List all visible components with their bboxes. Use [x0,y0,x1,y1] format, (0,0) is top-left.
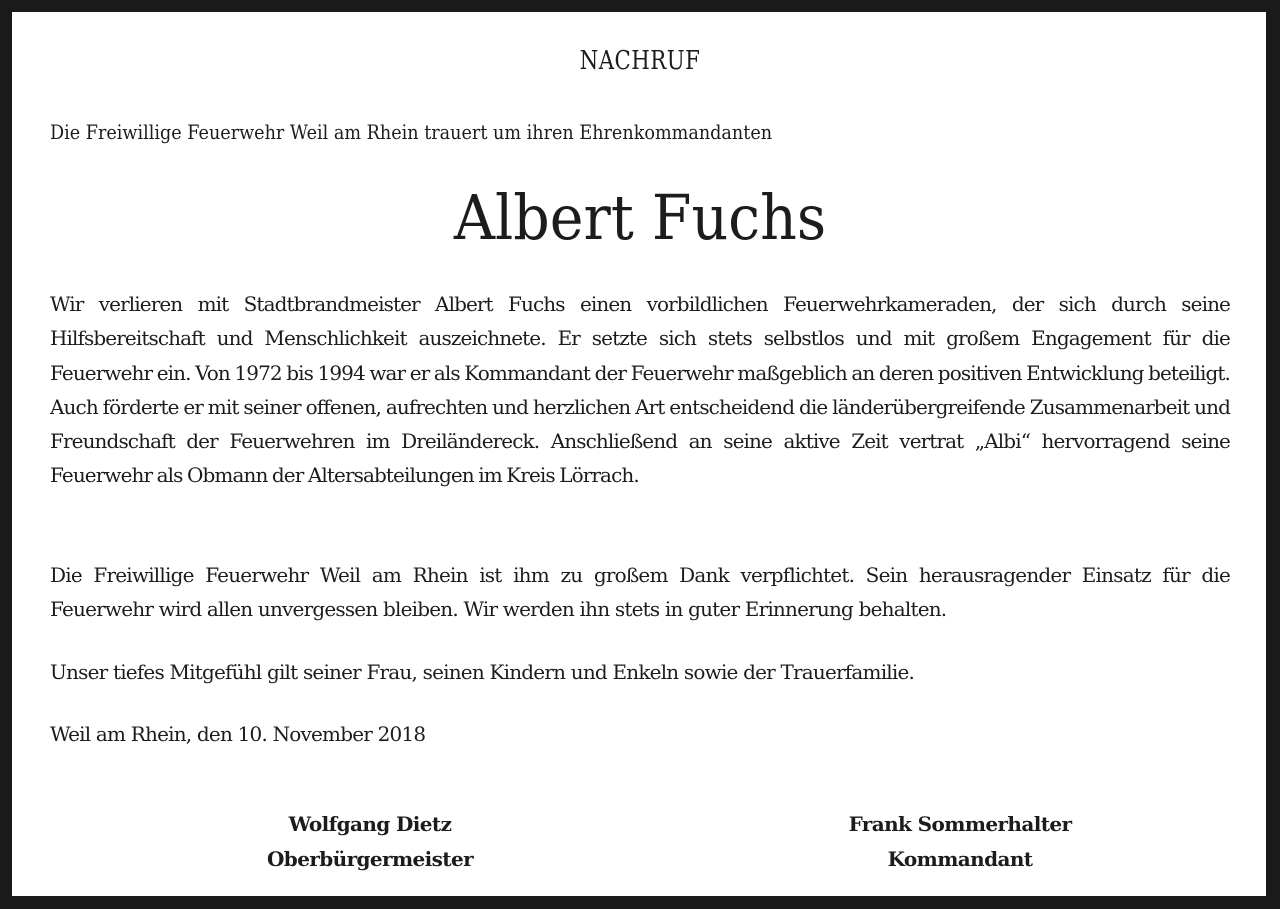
signer-name: Frank Sommerhalter [848,812,1072,836]
obituary-notice [12,12,1266,896]
deceased-name: Albert Fuchs [453,181,827,254]
condolence-paragraph: Unser tiefes Mitgefühl gilt seiner Frau, seinen Kindern und Enkeln sowie der Trauerfamilie. [50,660,915,684]
signer-title: Oberbürgermeister [266,847,474,871]
signer-name: Wolfgang Dietz [288,812,452,836]
signature-block-commander [785,807,1135,877]
signer-title: Kommandant [887,847,1033,871]
gratitude-paragraph: Die Freiwillige Feuerwehr Weil am Rhein ist ihm zu großem Dank verpflichtet. Sein herausragender Einsatz für die Feuerwehr wird allen unvergessen bleiben. Wir werden ihn stets in guter Erinnerung behalten. [50,563,1230,622]
tribute-paragraph: Wir verlieren mit Stadtbrandmeister Albert Fuchs einen vorbildlichen Feuerwehrkameraden, der sich durch seine Hilfsbereitschaft und Menschlichkeit auszeichnete. Er setzte sich stets selbstlos und mit großem Engagement für die Feuerwehr ein. Von 1972 bis 1994 war er als Kommandant der Feuerwehr maßgeblich an deren positiven Entwicklung beteiligt. Auch förderte er mit seiner offenen, aufrechten und herzlichen Art entscheidend die länderübergreifende Zusammenarbeit und Freundschaft der Feuerwehren im Dreiländereck. Anschließend an seine aktive Zeit vertrat „Albi“ hervorragend seine Feuerwehr als Obmann der Altersabteilungen im Kreis Lörrach. [50,292,1230,488]
notice-intro: Die Freiwillige Feuerwehr Weil am Rhein trauert um ihren Ehrenkommandanten [50,120,773,144]
signature-block-mayor [235,807,505,877]
place-date-line: Weil am Rhein, den 10. November 2018 [50,722,426,746]
notice-heading: NACHRUF [579,46,701,76]
